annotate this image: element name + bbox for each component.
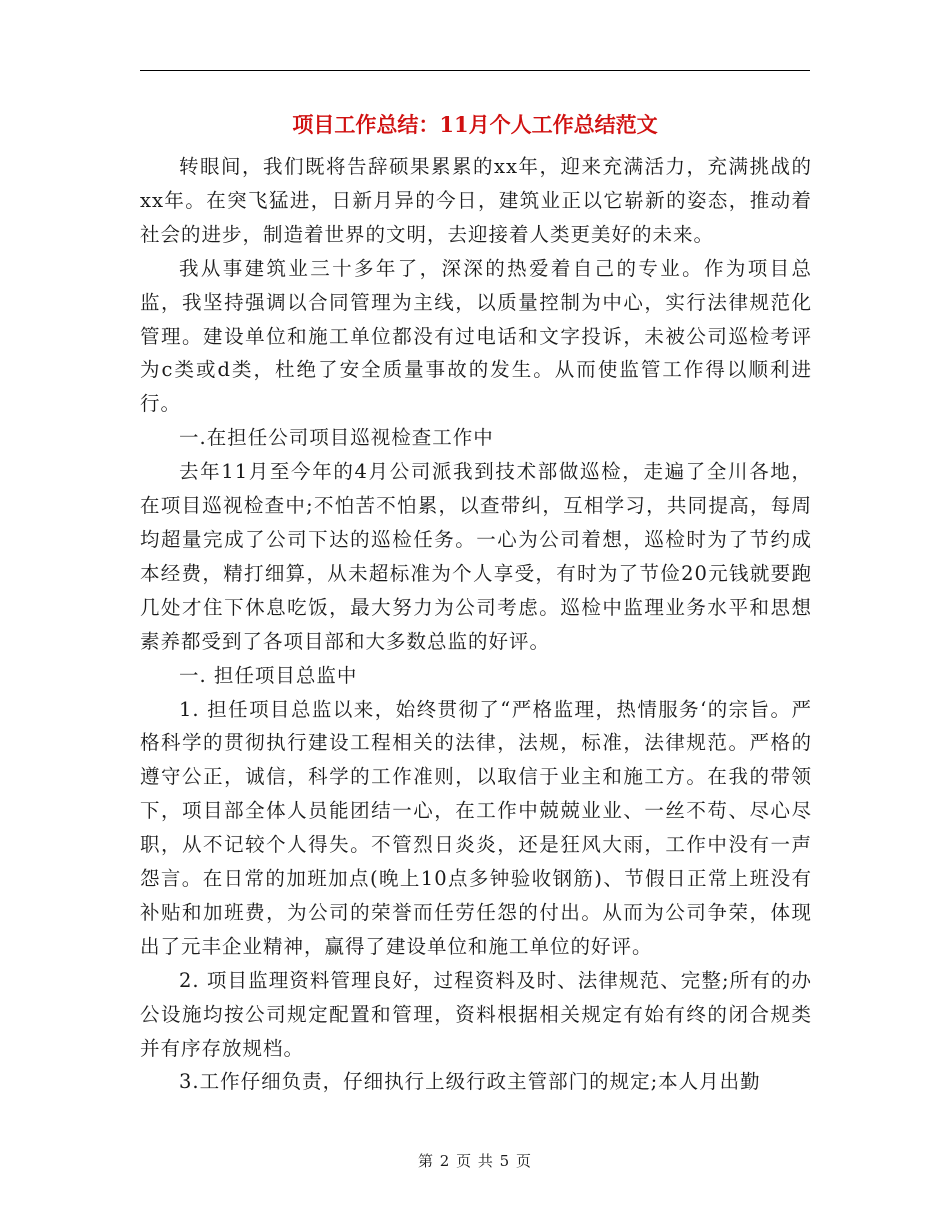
paragraph: 去年11月至今年的4月公司派我到技术部做巡检，走遍了全川各地，在项目巡视检查中;不怕苦不怕累，以查带纠，互相学习，共同提高，每周均超量完成了公司下达的巡检任务。一心为公司着想，巡检时为了节约成本经费，精打细算，从未超标准为个人享受，有时为了节俭20元钱就要跑几处才住下休息吃饭，最大努力为公司考虑。巡检中监理业务水平和思想素养都受到了各项目部和大多数总监的好评。: [140, 460, 812, 653]
paragraph: 3.工作仔细负责，仔细执行上级行政主管部门的规定;本人月出勤: [179, 1070, 761, 1094]
document-body: [140, 150, 812, 1099]
paragraph: 转眼间，我们既将告辞硕果累累的xx年，迎来充满活力，充满挑战的xx年。在突飞猛进，日新月异的今日，建筑业正以它崭新的姿态，推动着社会的进步，制造着世界的文明，去迎接着人类更美好的未来。: [140, 155, 812, 246]
page-footer: 第 2 页 共 5 页: [418, 1152, 532, 1170]
paragraph: 我从事建筑业三十多年了，深深的热爱着自己的专业。作为项目总监，我坚持强调以合同管理为主线，以质量控制为中心，实行法律规范化管理。建设单位和施工单位都没有过电话和文字投诉，未被公司巡检考评为c类或d类，杜绝了安全质量事故的发生。从而使监管工作得以顺利进行。: [140, 256, 812, 416]
paragraph: 1. 担任项目总监以来，始终贯彻了“严格监理，热情服务‘的宗旨。严格科学的贯彻执行建设工程相关的法律，法规，标准，法律规范。严格的遵守公正，诚信，科学的工作准则，以取信于业主和施工方。在我的带领下，项目部全体人员能团结一心，在工作中兢兢业业、一丝不苟、尽心尽职，从不记较个人得失。不管烈日炎炎，还是狂风大雨，工作中没有一声怨言。在日常的加班加点(晚上10点多钟验收钢筋)、节假日正常上班没有补贴和加班费，为公司的荣誉而任劳任怨的付出。从而为公司争荣，体现出了元丰企业精神，赢得了建设单位和施工单位的好评。: [140, 697, 812, 958]
section-heading: 一. 担任项目总监中: [179, 663, 358, 687]
header-rule: [140, 70, 810, 71]
section-heading: 一.在担任公司项目巡视检查工作中: [179, 426, 494, 450]
paragraph: 2. 项目监理资料管理良好，过程资料及时、法律规范、完整;所有的办公设施均按公司规定配置和管理，资料根据相关规定有始有终的闭合规类并有序存放规档。: [140, 968, 812, 1060]
document-title: 项目工作总结：11月个人工作总结范文: [292, 112, 658, 137]
